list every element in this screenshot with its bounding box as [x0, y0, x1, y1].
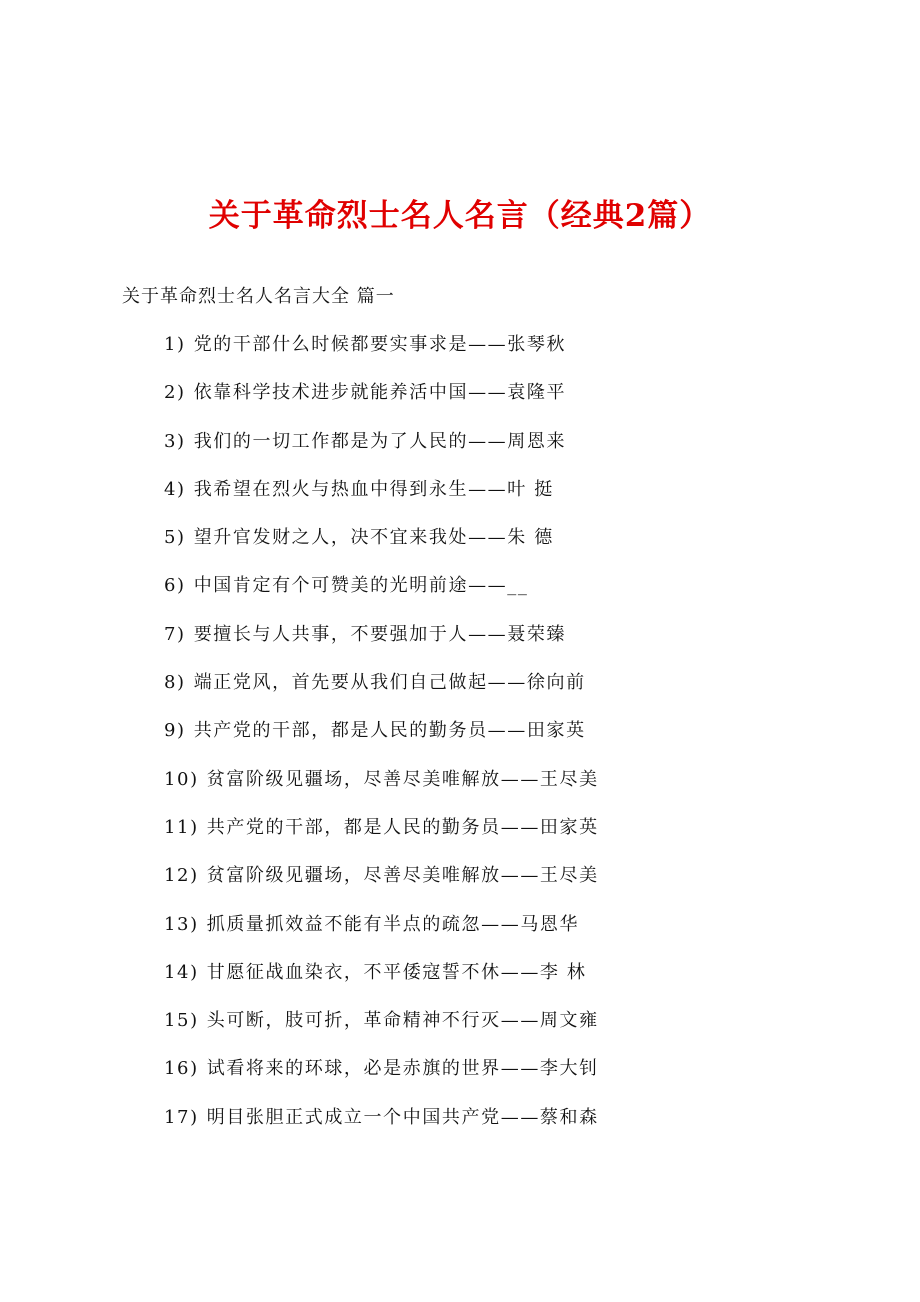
quote-text: 头可断，肢可折，革命精神不行灭——周文雍 — [206, 1010, 599, 1032]
list-item — [164, 910, 599, 958]
list-item — [164, 378, 599, 426]
quote-number: 12) — [164, 865, 199, 887]
quote-text: 我希望在烈火与热血中得到永生——叶 挺 — [193, 478, 554, 500]
quote-list — [164, 330, 599, 1151]
section-heading: 关于革命烈士名人名言大全 篇一 — [122, 286, 395, 307]
quote-text: 明目张胆正式成立一个中国共产党——蔡和森 — [206, 1106, 599, 1128]
list-item — [164, 571, 599, 619]
list-item — [164, 813, 599, 861]
quote-text: 端正党风，首先要从我们自己做起——徐向前 — [193, 672, 586, 694]
quote-text: 望升官发财之人，决不宜来我处——朱 德 — [193, 527, 554, 549]
list-item — [164, 1006, 599, 1054]
quote-text: 党的干部什么时候都要实事求是——张琴秋 — [193, 334, 567, 355]
quote-text: 我们的一切工作都是为了人民的——周恩来 — [193, 430, 567, 452]
quote-text: 试看将来的环球，必是赤旗的世界——李大钊 — [206, 1058, 599, 1080]
quote-text: 抓质量抓效益不能有半点的疏忽——马恩华 — [206, 913, 580, 935]
list-item — [164, 620, 599, 668]
list-item — [164, 427, 599, 475]
quote-text: 共产党的干部，都是人民的勤务员——田家英 — [193, 720, 586, 742]
quote-text: 甘愿征战血染衣，不平倭寇誓不休——李 林 — [206, 961, 587, 983]
quote-number: 6) — [164, 575, 186, 597]
quote-number: 13) — [164, 913, 199, 935]
quote-number: 9) — [164, 720, 186, 742]
quote-text: 共产党的干部，都是人民的勤务员——田家英 — [206, 816, 599, 838]
list-item — [164, 861, 599, 909]
quote-text: 依靠科学技术进步就能养活中国——袁隆平 — [193, 382, 567, 404]
quote-number: 10) — [164, 768, 199, 790]
quote-number: 2) — [164, 382, 186, 404]
list-item — [164, 716, 599, 764]
list-item — [164, 1103, 599, 1151]
list-item — [164, 1054, 599, 1102]
quote-number: 17) — [164, 1106, 199, 1128]
list-item — [164, 330, 599, 378]
quote-number: 3) — [164, 430, 186, 452]
quote-text: 贫富阶级见疆场，尽善尽美唯解放——王尽美 — [206, 865, 599, 887]
quote-number: 16) — [164, 1058, 199, 1080]
quote-number: 8) — [164, 672, 186, 694]
list-item — [164, 765, 599, 813]
quote-number: 4) — [164, 478, 186, 500]
quote-text: 要擅长与人共事，不要强加于人——聂荣臻 — [193, 623, 567, 645]
list-item — [164, 523, 599, 571]
quote-number: 15) — [164, 1010, 199, 1032]
list-item — [164, 668, 599, 716]
quote-number: 1) — [164, 334, 186, 355]
document-title: 关于革命烈士名人名言（经典2篇） — [208, 198, 712, 234]
quote-number: 11) — [164, 816, 199, 838]
quote-number: 7) — [164, 623, 186, 645]
quote-number: 5) — [164, 527, 186, 549]
list-item — [164, 958, 599, 1006]
list-item — [164, 475, 599, 523]
quote-text: 中国肯定有个可赞美的光明前途——__ — [193, 575, 529, 597]
quote-text: 贫富阶级见疆场，尽善尽美唯解放——王尽美 — [206, 768, 599, 790]
quote-number: 14) — [164, 961, 199, 983]
